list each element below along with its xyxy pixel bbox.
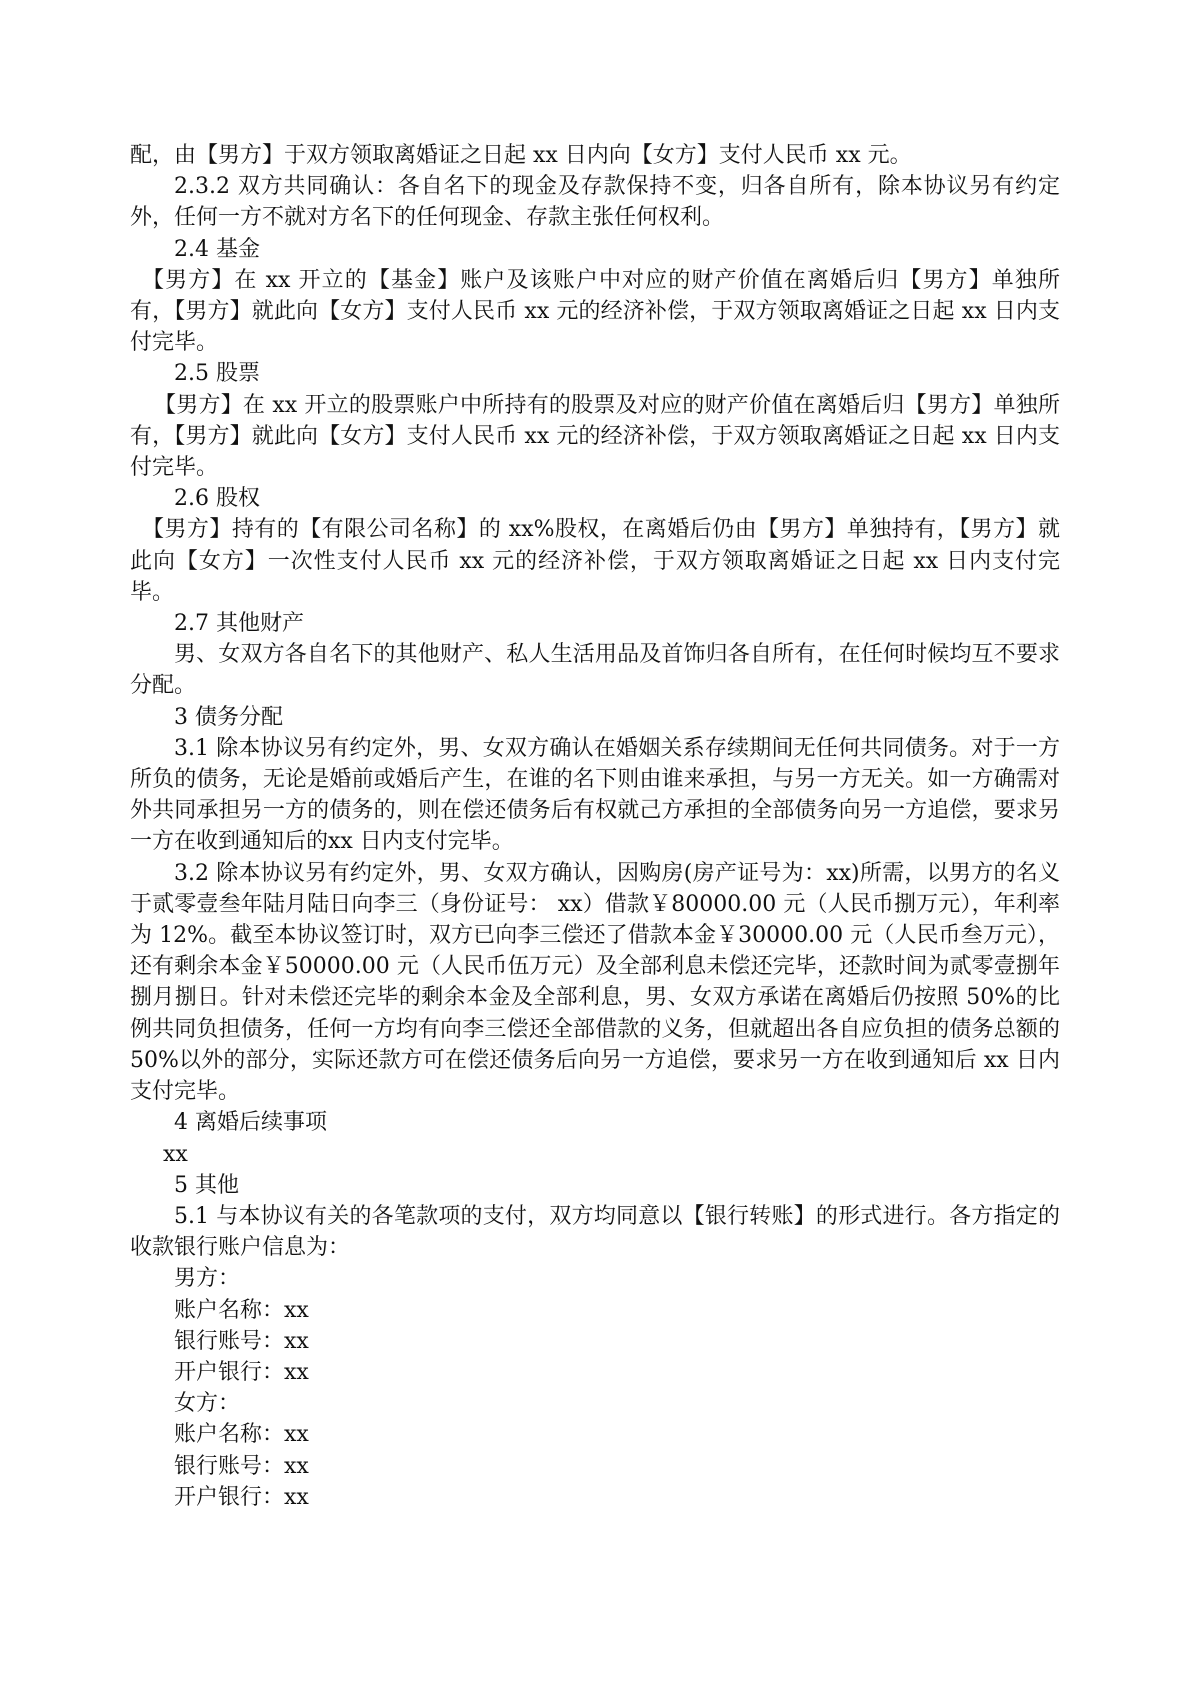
- heading-2-7: 2.7 其他财产: [174, 611, 304, 637]
- paragraph-5-1: 5.1 与本协议有关的各笔款项的支付，双方均同意以【银行转账】的形式进行。各方指定的收款银行账户信息为：: [130, 1203, 1060, 1261]
- male-account-heading: 男方：: [174, 1266, 241, 1292]
- male-account-number: 银行账号：xx: [174, 1328, 309, 1354]
- female-account-number: 银行账号：xx: [174, 1453, 309, 1479]
- heading-2-5: 2.5 股票: [174, 361, 260, 387]
- paragraph-3-2: 3.2 除本协议另有约定外，男、女双方确认，因购房(房产证号为：xx)所需，以男方的名义于贰零壹叁年陆月陆日向李三（身份证号： xx）借款￥80000.00 元（人民币捌万元），年利率为 12%。截至本协议签订时，双方已向李三偿还了借款本金￥30000.00 元（人民币叁万元），还有剩余本金￥50000.00 元（人民币伍万元）及全部利息未偿还完毕，还款时间为贰零壹捌年捌月捌日。针对未偿还完毕的剩余本金及全部利息，男、女双方承诺在离婚后仍按照 50%的比例共同负担债务，任何一方均有向李三偿还全部借款的义务，但就超出各自应负担的债务总额的 50%以外的部分，实际还款方可在偿还债务后向另一方追偿，要求另一方在收到通知后 xx 日内支付完毕。: [130, 860, 1060, 1105]
- paragraph-2-3-1-tail: 配，由【男方】于双方领取离婚证之日起 xx 日内向【女方】支付人民币 xx 元。: [130, 143, 912, 168]
- female-account-name: 账户名称：xx: [174, 1422, 309, 1448]
- female-account-heading: 女方：: [174, 1391, 241, 1417]
- male-account-bank: 开户银行：xx: [174, 1359, 309, 1385]
- document-body: [130, 140, 1060, 1513]
- paragraph-3-1: 3.1 除本协议另有约定外，男、女双方确认在婚姻关系存续期间无任何共同债务。对于一方所负的债务，无论是婚前或婚后产生，在谁的名下则由谁来承担，与另一方无关。如一方确需对外共同承担另一方的债务的，则在偿还债务后有权就己方承担的全部债务向另一方追偿，要求另一方在收到通知后的xx 日内支付完毕。: [130, 735, 1060, 855]
- paragraph-2-3-2: 2.3.2 双方共同确认：各自名下的现金及存款保持不变，归各自所有，除本协议另有约定外，任何一方不就对方名下的任何现金、存款主张任何权利。: [130, 174, 1060, 231]
- paragraph-2-5: 【男方】在 xx 开立的股票账户中所持有的股票及对应的财产价值在离婚后归【男方】单独所有，【男方】就此向【女方】支付人民币 xx 元的经济补偿，于双方领取离婚证之日起 xx 日内支付完毕。: [130, 392, 1060, 481]
- paragraph-2-6: 【男方】持有的【有限公司名称】的 xx%股权，在离婚后仍由【男方】单独持有，【男方】就此向【女方】一次性支付人民币 xx 元的经济补偿，于双方领取离婚证之日起 xx 日内支付完毕。: [130, 517, 1060, 605]
- heading-2-4: 2.4 基金: [174, 236, 260, 262]
- heading-3: 3 债务分配: [174, 704, 283, 730]
- female-account-bank: 开户银行：xx: [174, 1484, 309, 1510]
- heading-5: 5 其他: [174, 1172, 239, 1198]
- heading-4: 4 离婚后续事项: [174, 1110, 327, 1136]
- paragraph-2-7: 男、女双方各自名下的其他财产、私人生活用品及首饰归各自所有，在任何时候均互不要求分配。: [130, 642, 1060, 699]
- heading-2-6: 2.6 股权: [174, 486, 260, 512]
- paragraph-4: xx: [163, 1141, 188, 1167]
- male-account-name: 账户名称：xx: [174, 1297, 309, 1323]
- paragraph-2-4: 【男方】在 xx 开立的【基金】账户及该账户中对应的财产价值在离婚后归【男方】单独所有，【男方】就此向【女方】支付人民币 xx 元的经济补偿，于双方领取离婚证之日起 xx 日内支付完毕。: [130, 267, 1060, 356]
